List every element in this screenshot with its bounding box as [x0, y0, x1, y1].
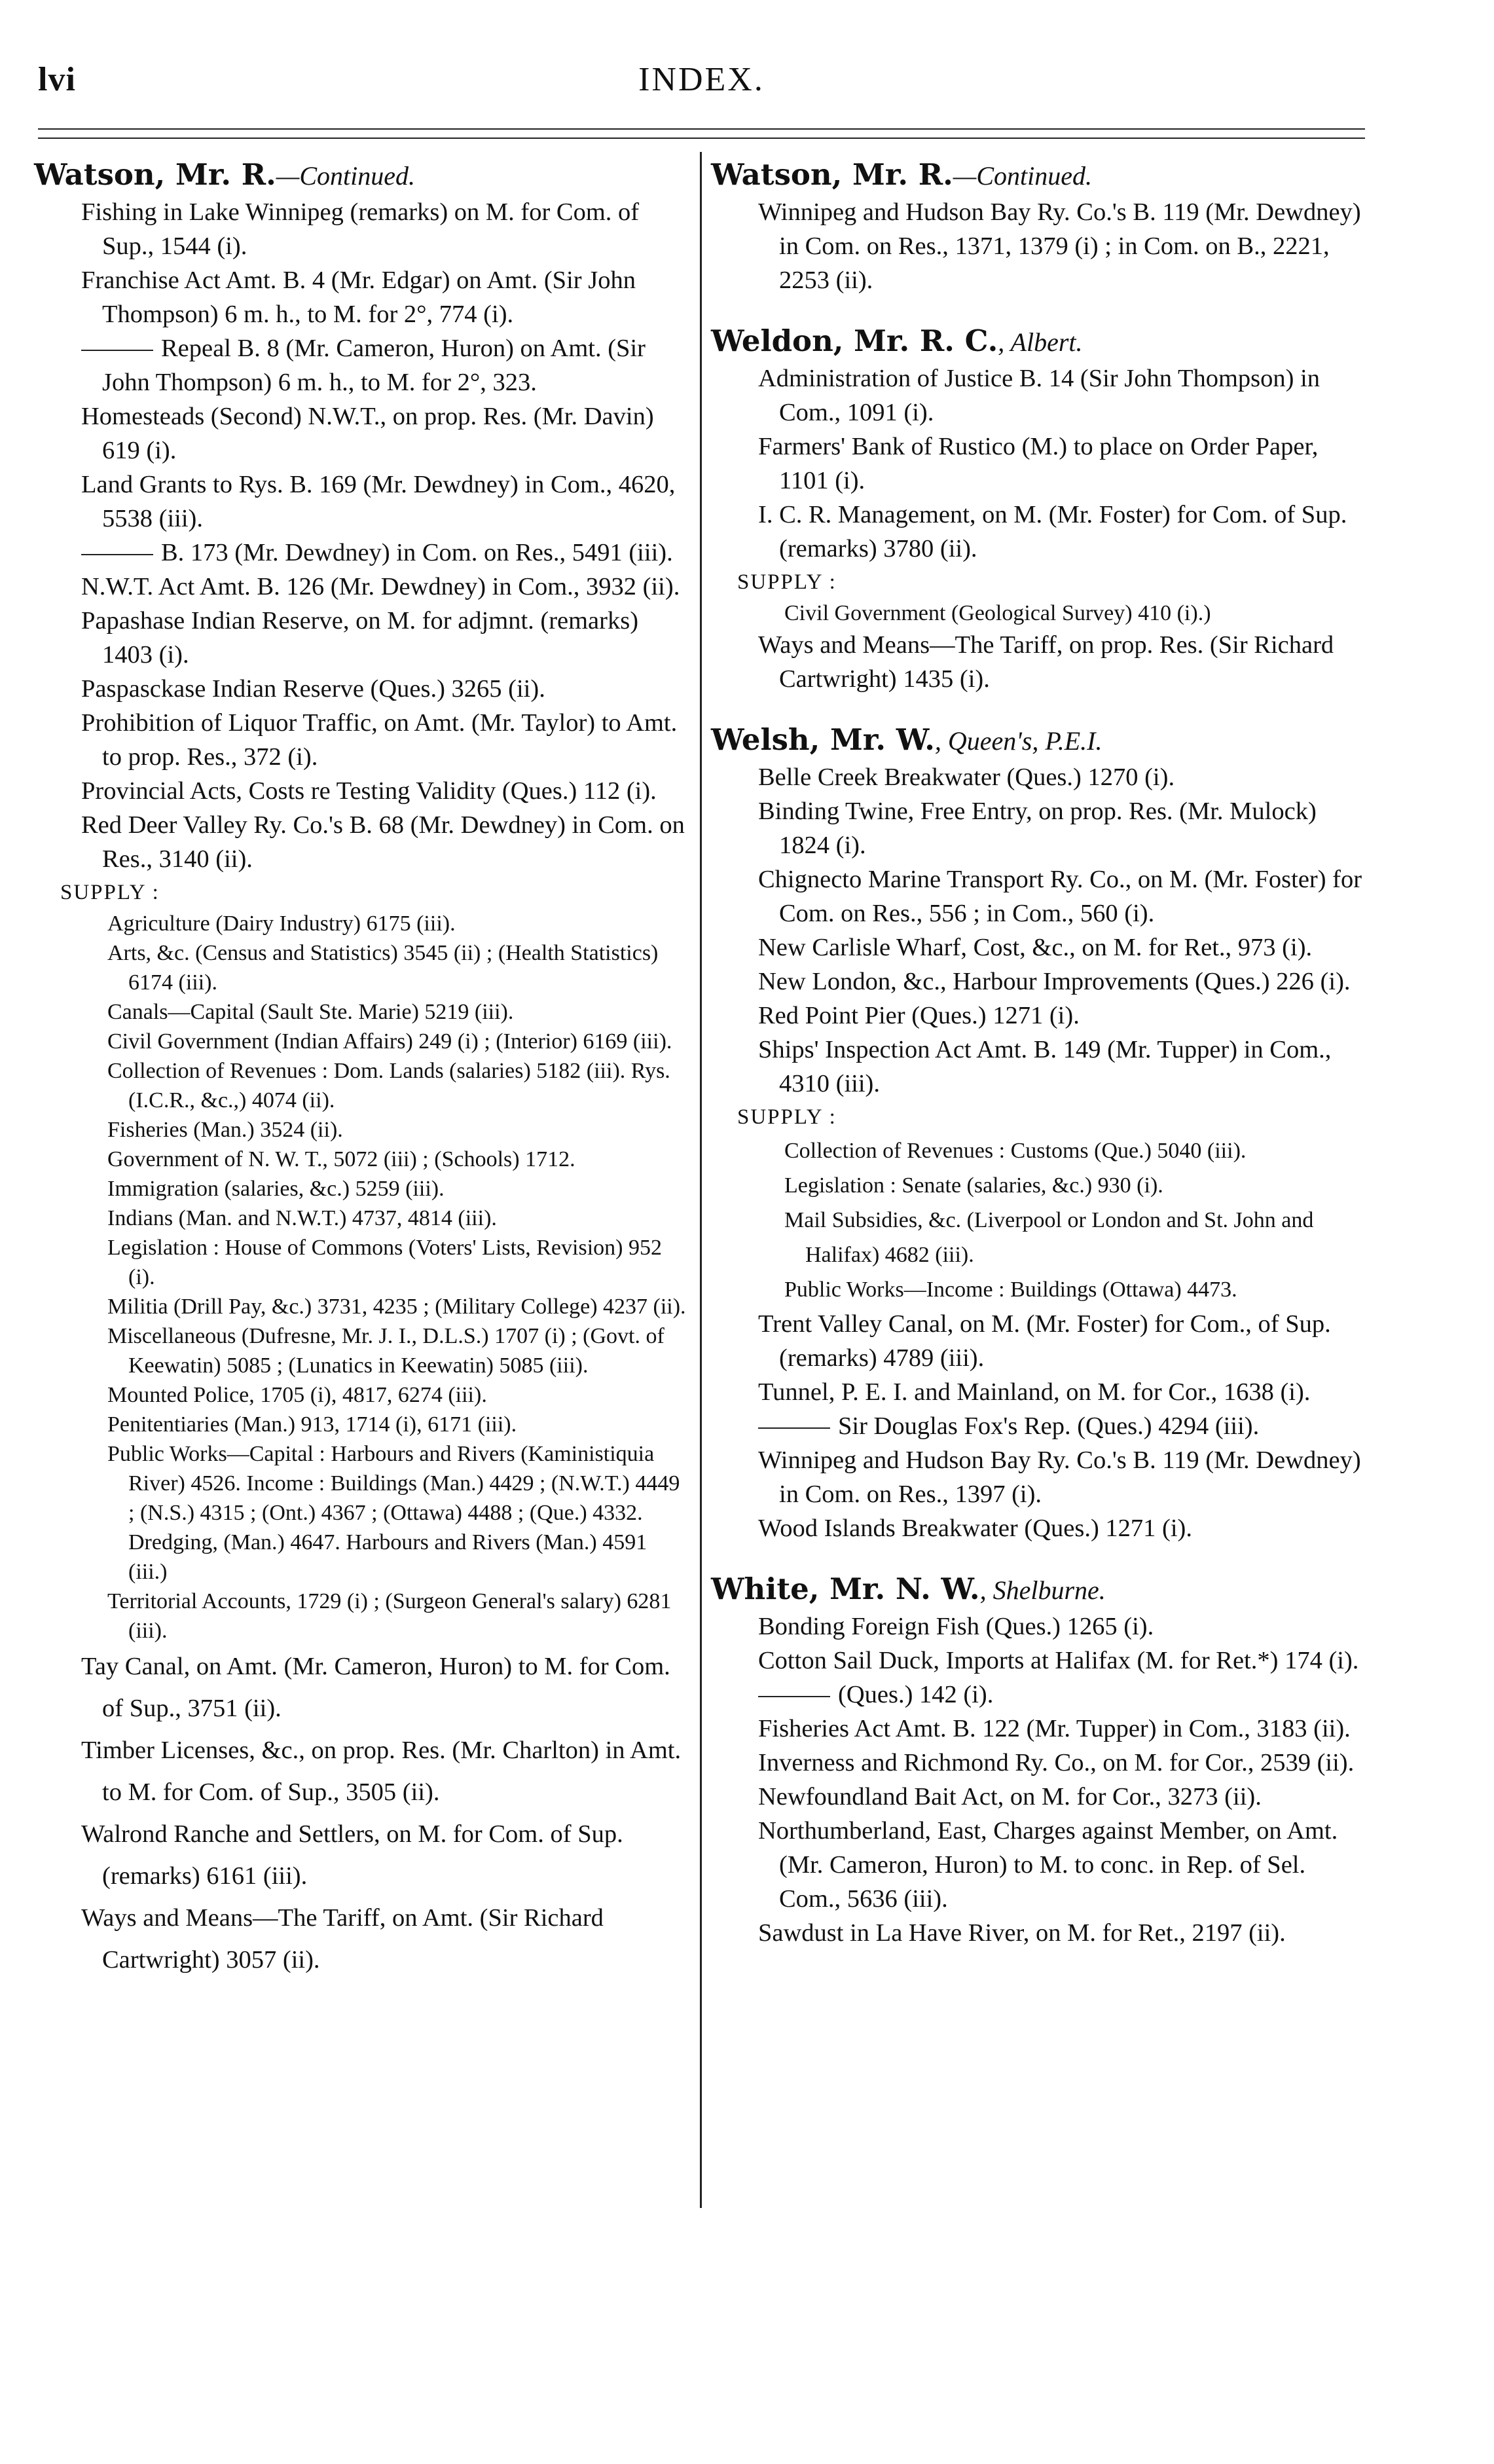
item-text: Binding Twine, Free Entry, on prop. Res. (Mr. Mulock) 1824 (i). — [758, 798, 1317, 859]
item-text: Collection of Revenues : Customs (Que.) 5040 (iii). — [784, 1139, 1247, 1163]
item-text: Ways and Means—The Tariff, on Amt. (Sir Richard Cartwright) 3057 (ii). — [81, 1904, 604, 1974]
item-text: Collection of Revenues : Dom. Lands (salaries) 5182 (iii). Rys. (I.C.R., &c.,) 4074 (ii). — [107, 1059, 670, 1112]
index-item — [732, 1746, 1366, 1780]
item-text: Agriculture (Dairy Industry) 6175 (iii). — [107, 911, 456, 936]
item-text: Wood Islands Breakwater (Ques.) 1271 (i). — [758, 1515, 1192, 1542]
index-item — [732, 1307, 1366, 1375]
right-column — [711, 156, 1366, 1975]
index-item — [732, 361, 1366, 430]
index-entry-watson-mr-r — [711, 156, 1366, 297]
index-entry-welsh-mr-w — [711, 721, 1366, 1545]
ditto-dash — [81, 350, 153, 351]
index-item — [732, 794, 1366, 862]
item-text: Penitentiaries (Man.) 913, 1714 (i), 6171 (iii). — [107, 1412, 517, 1437]
index-item — [732, 930, 1366, 965]
index-item — [732, 760, 1366, 794]
item-text: Indians (Man. and N.W.T.) 4737, 4814 (iii). — [107, 1206, 497, 1230]
item-text: Public Works—Income : Buildings (Ottawa) 4473. — [784, 1278, 1237, 1302]
item-text: Legislation : House of Commons (Voters' Lists, Revision) 952 (i). — [107, 1236, 662, 1289]
item-text: Chignecto Marine Transport Ry. Co., on M. (Mr. Foster) for Com. on Res., 556 ; in Com., 560 (i). — [758, 866, 1362, 927]
supply-subentry — [732, 598, 1366, 628]
left-column — [34, 156, 689, 2006]
index-item — [732, 1712, 1366, 1746]
item-text: Paspasckase Indian Reserve (Ques.) 3265 (ii). — [81, 675, 545, 703]
index-item — [732, 498, 1366, 566]
supply-subentry — [55, 1056, 689, 1115]
index-item — [55, 774, 689, 808]
entry-heading — [711, 156, 1366, 195]
item-text: Timber Licenses, &c., on prop. Res. (Mr. Charlton) in Amt. to M. for Com. of Sup., 3505 (ii). — [81, 1737, 682, 1806]
index-item — [732, 1033, 1366, 1101]
item-text: Tay Canal, on Amt. (Mr. Cameron, Huron) to M. for Com. of Sup., 3751 (ii). — [81, 1653, 670, 1722]
item-text: Territorial Accounts, 1729 (i) ; (Surgeon General's salary) 6281 (iii). — [107, 1589, 672, 1643]
item-text: New London, &c., Harbour Improvements (Ques.) 226 (i). — [758, 968, 1351, 995]
index-item — [732, 1916, 1366, 1950]
item-text: Prohibition of Liquor Traffic, on Amt. (Mr. Taylor) to Amt. to prop. Res., 372 (i). — [81, 709, 678, 771]
index-item — [732, 1375, 1366, 1409]
supply-heading — [34, 876, 689, 909]
index-item — [732, 430, 1366, 498]
entry-heading — [34, 156, 689, 195]
supply-subentry — [55, 1410, 689, 1439]
supply-subentry — [55, 1587, 689, 1646]
item-text: Fisheries (Man.) 3524 (ii). — [107, 1118, 343, 1142]
index-item — [732, 1609, 1366, 1644]
item-text: Winnipeg and Hudson Bay Ry. Co.'s B. 119 (Mr. Dewdney) in Com. on Res., 1397 (i). — [758, 1446, 1361, 1508]
entry-heading — [711, 1570, 1366, 1609]
supply-subentry — [55, 1321, 689, 1380]
item-text: Government of N. W. T., 5072 (iii) ; (Schools) 1712. — [107, 1147, 575, 1171]
item-text: Fishing in Lake Winnipeg (remarks) on M. for Com. of Sup., 1544 (i). — [81, 198, 640, 260]
index-entry-watson-mr-r — [34, 156, 689, 1981]
supply-subentry — [55, 1145, 689, 1174]
item-text: Ways and Means—The Tariff, on prop. Res. (Sir Richard Cartwright) 1435 (i). — [758, 631, 1334, 693]
item-text: Immigration (salaries, &c.) 5259 (iii). — [107, 1177, 445, 1201]
entry-suffix: , Queen's, P.E.I. — [934, 726, 1102, 756]
item-text: Militia (Drill Pay, &c.) 3731, 4235 ; (Military College) 4237 (ii). — [107, 1295, 686, 1319]
index-item — [55, 195, 689, 263]
item-text: Sawdust in La Have River, on M. for Ret., 2197 (ii). — [758, 1919, 1286, 1947]
item-text: I. C. R. Management, on M. (Mr. Foster) for Com. of Sup. (remarks) 3780 (ii). — [758, 501, 1347, 562]
index-item — [732, 999, 1366, 1033]
item-text: (Ques.) 142 (i). — [838, 1681, 994, 1708]
item-text: New Carlisle Wharf, Cost, &c., on M. for Ret., 973 (i). — [758, 934, 1313, 961]
member-name: White, Mr. N. W. — [711, 1572, 980, 1606]
entry-heading — [711, 721, 1366, 760]
index-item — [55, 1813, 689, 1897]
item-text: Inverness and Richmond Ry. Co., on M. for Cor., 2539 (ii). — [758, 1749, 1355, 1776]
item-text: Miscellaneous (Dufresne, Mr. J. I., D.L.S.) 1707 (i) ; (Govt. of Keewatin) 5085 ; (Lunatics in Keewatin) 5085 (iii). — [107, 1324, 665, 1378]
item-text: Civil Government (Geological Survey) 410 (i).) — [784, 601, 1211, 625]
index-item — [732, 1678, 1366, 1712]
item-text: Belle Creek Breakwater (Ques.) 1270 (i). — [758, 763, 1175, 791]
supply-subentry — [55, 1233, 689, 1292]
ditto-dash — [81, 554, 153, 555]
column-divider — [700, 152, 702, 2208]
ditto-dash — [758, 1427, 830, 1429]
index-item — [55, 1646, 689, 1729]
item-text: Administration of Justice B. 14 (Sir John Thompson) in Com., 1091 (i). — [758, 365, 1321, 426]
entry-suffix: —Continued. — [953, 161, 1092, 191]
entry-suffix: , Shelburne. — [979, 1575, 1106, 1605]
item-text: Franchise Act Amt. B. 4 (Mr. Edgar) on Amt. (Sir John Thompson) 6 m. h., to M. for 2°, 774 (i). — [81, 267, 636, 328]
index-item — [732, 628, 1366, 696]
member-name: Welsh, Mr. W. — [711, 722, 935, 757]
supply-subentry — [55, 1115, 689, 1145]
member-name: Watson, Mr. R. — [34, 157, 276, 192]
ditto-dash — [758, 1696, 830, 1697]
index-item — [732, 1644, 1366, 1678]
item-text: Provincial Acts, Costs re Testing Validity (Ques.) 112 (i). — [81, 777, 657, 805]
item-text: Homesteads (Second) N.W.T., on prop. Res. (Mr. Davin) 619 (i). — [81, 403, 654, 464]
index-item — [732, 1443, 1366, 1511]
supply-subentry — [55, 938, 689, 997]
member-name: Watson, Mr. R. — [711, 157, 953, 192]
item-text: Cotton Sail Duck, Imports at Halifax (M. for Ret.*) 174 (i). — [758, 1647, 1359, 1674]
item-text: Public Works—Capital : Harbours and Rivers (Kaministiquia River) 4526. Income : Buildings (Man.) 4429 ; (N.W.T.) 4449 ; (N.S.) 4315 ; (Ont.) 4367 ; (Ottawa) 4488 ; (Que.) 4332. Dredging, (Man.) 4647. Harbours and Rivers (Man.) 4591 (iii.) — [107, 1442, 680, 1584]
supply-subentry — [55, 1174, 689, 1204]
header-rule-bottom — [38, 138, 1365, 139]
supply-subentry — [55, 1380, 689, 1410]
item-text: Tunnel, P. E. I. and Mainland, on M. for Cor., 1638 (i). — [758, 1378, 1311, 1406]
item-text: Papashase Indian Reserve, on M. for adjmnt. (remarks) 1403 (i). — [81, 607, 639, 669]
index-item — [55, 1897, 689, 1981]
supply-subentry — [55, 997, 689, 1027]
item-text: Mail Subsidies, &c. (Liverpool or London and St. John and Halifax) 4682 (iii). — [784, 1208, 1314, 1267]
item-text: Mounted Police, 1705 (i), 4817, 6274 (iii). — [107, 1383, 487, 1407]
item-text: Arts, &c. (Census and Statistics) 3545 (ii) ; (Health Statistics) 6174 (iii). — [107, 941, 659, 995]
index-item — [55, 331, 689, 399]
index-item — [55, 604, 689, 672]
item-text: Land Grants to Rys. B. 169 (Mr. Dewdney) in Com., 4620, 5538 (iii). — [81, 471, 676, 532]
index-item — [732, 862, 1366, 930]
supply-subentry — [55, 1204, 689, 1233]
item-text: B. 173 (Mr. Dewdney) in Com. on Res., 5491 (iii). — [161, 539, 673, 566]
item-text: Newfoundland Bait Act, on M. for Cor., 3273 (ii). — [758, 1783, 1262, 1811]
index-item — [55, 468, 689, 536]
supply-heading — [711, 1101, 1366, 1133]
index-item — [55, 570, 689, 604]
item-text: Fisheries Act Amt. B. 122 (Mr. Tupper) in Com., 3183 (ii). — [758, 1715, 1351, 1742]
supply-subentry — [732, 1203, 1366, 1272]
item-text: Farmers' Bank of Rustico (M.) to place on Order Paper, 1101 (i). — [758, 433, 1319, 494]
index-item — [732, 1780, 1366, 1814]
page-header — [38, 60, 1365, 106]
header-rule-top — [38, 128, 1365, 130]
page-number: lvi — [38, 61, 76, 98]
item-text: SUPPLY : — [737, 570, 837, 594]
entry-suffix: —Continued. — [276, 161, 415, 191]
item-text: Trent Valley Canal, on M. (Mr. Foster) for Com., of Sup. (remarks) 4789 (iii). — [758, 1310, 1331, 1372]
item-text: Red Point Pier (Ques.) 1271 (i). — [758, 1002, 1080, 1029]
index-entry-weldon-mr-r-c — [711, 322, 1366, 696]
index-item — [732, 1409, 1366, 1443]
supply-subentry — [55, 1292, 689, 1321]
index-item — [55, 706, 689, 774]
supply-subentry — [732, 1272, 1366, 1307]
index-item — [732, 965, 1366, 999]
index-entry-white-mr-n-w — [711, 1570, 1366, 1950]
supply-subentry — [55, 909, 689, 938]
item-text: Winnipeg and Hudson Bay Ry. Co.'s B. 119 (Mr. Dewdney) in Com. on Res., 1371, 1379 (i) ; in Com. on B., 2221, 2253 (ii). — [758, 198, 1361, 294]
supply-subentry — [55, 1027, 689, 1056]
item-text: Legislation : Senate (salaries, &c.) 930 (i). — [784, 1173, 1163, 1198]
item-text: Canals—Capital (Sault Ste. Marie) 5219 (iii). — [107, 1000, 514, 1024]
index-item — [732, 195, 1366, 297]
supply-subentry — [55, 1439, 689, 1587]
member-name: Weldon, Mr. R. C. — [711, 323, 998, 358]
item-text: Northumberland, East, Charges against Member, on Amt. (Mr. Cameron, Huron) to M. to conc. in Rep. of Sel. Com., 5636 (iii). — [758, 1817, 1338, 1913]
index-item — [55, 808, 689, 876]
index-item — [55, 672, 689, 706]
entry-heading — [711, 322, 1366, 361]
index-item — [55, 399, 689, 468]
item-text: SUPPLY : — [60, 881, 160, 904]
index-item — [732, 1511, 1366, 1545]
index-item — [55, 1729, 689, 1813]
item-text: N.W.T. Act Amt. B. 126 (Mr. Dewdney) in Com., 3932 (ii). — [81, 573, 680, 600]
supply-heading — [711, 566, 1366, 598]
entry-suffix: , Albert. — [998, 327, 1083, 357]
item-text: Bonding Foreign Fish (Ques.) 1265 (i). — [758, 1613, 1154, 1640]
index-item — [55, 536, 689, 570]
item-text: SUPPLY : — [737, 1105, 837, 1129]
item-text: Civil Government (Indian Affairs) 249 (i) ; (Interior) 6169 (iii). — [107, 1029, 672, 1054]
item-text: Sir Douglas Fox's Rep. (Ques.) 4294 (iii). — [838, 1412, 1260, 1440]
item-text: Red Deer Valley Ry. Co.'s B. 68 (Mr. Dewdney) in Com. on Res., 3140 (ii). — [81, 811, 685, 873]
index-item — [55, 263, 689, 331]
index-item — [732, 1814, 1366, 1916]
item-text: Walrond Ranche and Settlers, on M. for Com. of Sup. (remarks) 6161 (iii). — [81, 1820, 623, 1890]
page-title: INDEX. — [638, 61, 765, 98]
supply-subentry — [732, 1133, 1366, 1168]
item-text: Repeal B. 8 (Mr. Cameron, Huron) on Amt. (Sir John Thompson) 6 m. h., to M. for 2°, 323. — [102, 335, 646, 396]
supply-subentry — [732, 1168, 1366, 1203]
item-text: Ships' Inspection Act Amt. B. 149 (Mr. Tupper) in Com., 4310 (iii). — [758, 1036, 1332, 1097]
